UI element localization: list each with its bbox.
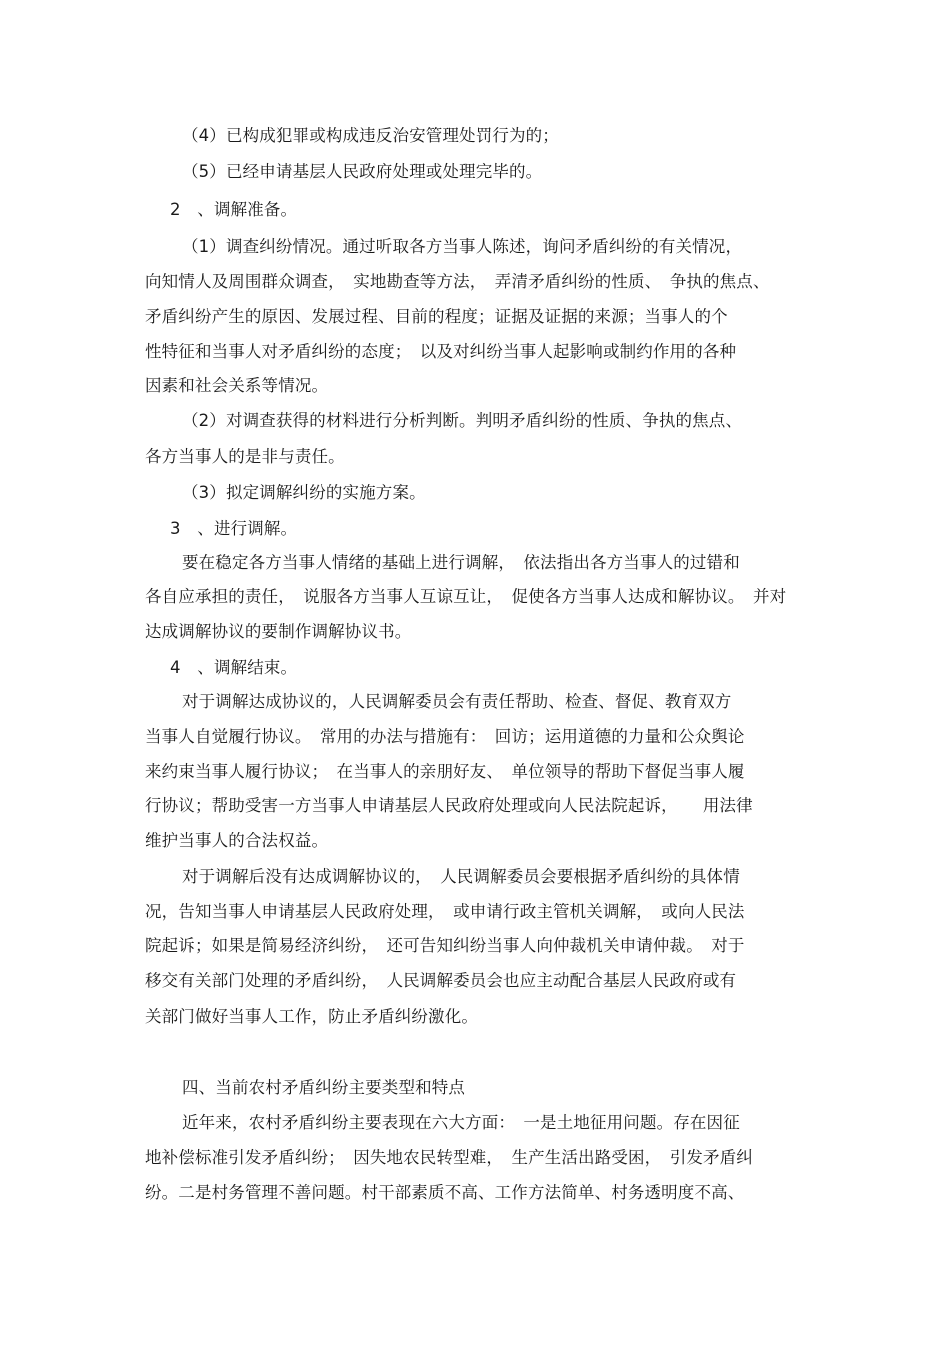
text-line: （4）已构成犯罪或构成违反治安管理处罚行为的；	[182, 126, 559, 145]
text-line: 达成调解协议的要制作调解协议书。	[145, 622, 412, 641]
text-line: 向知情人及周围群众调查， 实地勘查等方法， 弄清矛盾纠纷的性质、 争执的焦点、	[145, 272, 770, 291]
text-line: 院起诉；如果是简易经济纠纷， 还可告知纠纷当事人向仲裁机关申请仲裁。 对于	[145, 936, 745, 955]
text-line: 况，告知当事人申请基层人民政府处理， 或申请行政主管机关调解， 或向人民法	[145, 902, 745, 921]
section-heading: 2 、调解准备。	[170, 200, 298, 219]
text-line: 来约束当事人履行协议； 在当事人的亲朋好友、 单位领导的帮助下督促当事人履	[145, 762, 745, 781]
text-line: 地补偿标准引发矛盾纠纷； 因失地农民转型难， 生产生活出路受困， 引发矛盾纠	[145, 1148, 753, 1167]
text-line: 行协议；帮助受害一方当事人申请基层人民政府处理或向人民法院起诉， 用法律	[145, 796, 753, 815]
text-line: 近年来，农村矛盾纠纷主要表现在六大方面： 一是土地征用问题。存在因征	[182, 1113, 740, 1132]
text-line: 性特征和当事人对矛盾纠纷的态度； 以及对纠纷当事人起影响或制约作用的各种	[145, 342, 737, 361]
text-line: （5）已经申请基层人民政府处理或处理完毕的。	[182, 162, 543, 181]
text-line: 移交有关部门处理的矛盾纠纷， 人民调解委员会也应主动配合基层人民政府或有	[145, 971, 737, 990]
section-heading: 3 、进行调解。	[170, 519, 298, 538]
text-line: 纷。二是村务管理不善问题。村干部素质不高、工作方法简单、村务透明度不高、	[145, 1183, 745, 1202]
text-line: 对于调解后没有达成调解协议的， 人民调解委员会要根据矛盾纠纷的具体情	[182, 867, 740, 886]
text-line: 当事人自觉履行协议。 常用的办法与措施有： 回访；运用道德的力量和公众舆论	[145, 727, 745, 746]
text-line: 关部门做好当事人工作，防止矛盾纠纷激化。	[145, 1007, 478, 1026]
text-line: （3）拟定调解纠纷的实施方案。	[182, 483, 426, 502]
text-line: （1）调查纠纷情况。通过听取各方当事人陈述，询问矛盾纠纷的有关情况，	[182, 237, 743, 256]
text-line: 对于调解达成协议的，人民调解委员会有责任帮助、检查、督促、教育双方	[182, 692, 732, 711]
section-heading: 四、当前农村矛盾纠纷主要类型和特点	[182, 1078, 466, 1097]
text-line: 各自应承担的责任， 说服各方当事人互谅互让， 促使各方当事人达成和解协议。 并对	[145, 587, 787, 606]
text-line: 各方当事人的是非与责任。	[145, 447, 345, 466]
text-line: 要在稳定各方当事人情绪的基础上进行调解， 依法指出各方当事人的过错和	[182, 553, 740, 572]
text-line: 因素和社会关系等情况。	[145, 376, 329, 395]
text-line: 矛盾纠纷产生的原因、发展过程、目前的程度；证据及证据的来源；当事人的个	[145, 307, 728, 326]
section-heading: 4 、调解结束。	[170, 658, 298, 677]
text-line: （2）对调查获得的材料进行分析判断。判明矛盾纠纷的性质、争执的焦点、	[182, 411, 743, 430]
text-line: 维护当事人的合法权益。	[145, 831, 329, 850]
